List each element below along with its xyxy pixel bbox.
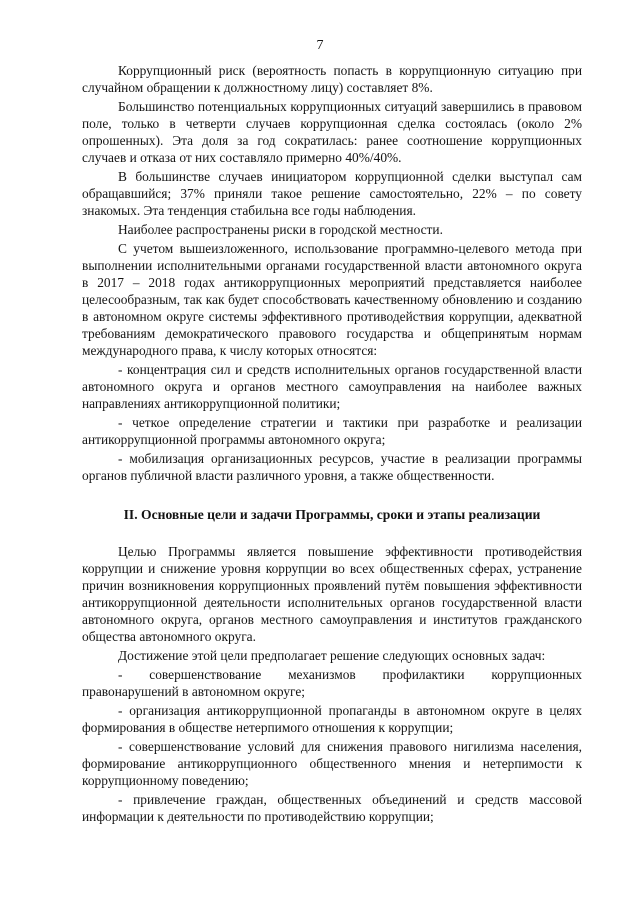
list-item-propaganda: - организация антикоррупционной пропаганды в автономном округе в целях формирования в обществе нетерпимого отношения к коррупции; <box>82 703 582 735</box>
paragraph-initiator: В большинстве случаев инициатором коррупционной сделки выступал сам обращавшийся; 37% приняли такое решение самостоятельно, 22% – по совету знакомых. Эта тенденция стабильна все годы наблюдения. <box>82 169 582 218</box>
paragraph-urban-risks: Наиболее распространены риски в городской местности. <box>118 222 443 237</box>
paragraph-corruption-risk: Коррупционный риск (вероятность попасть в коррупционную ситуацию при случайном обращении к должностному лицу) составляет 8%. <box>82 63 582 95</box>
section-heading: II. Основные цели и задачи Программы, сроки и этапы реализации <box>123 507 541 522</box>
document-body <box>82 62 582 827</box>
list-item-mobilization: - мобилизация организационных ресурсов, участие в реализации программы органов публичной власти различного уровня, а также общественности. <box>82 451 582 483</box>
list-item-prevention: - совершенствование механизмов профилактики коррупционных правонарушений в автономном округе; <box>82 667 582 699</box>
paragraph-potential-situations: Большинство потенциальных коррупционных ситуаций завершились в правовом поле, только в четверти случаев коррупционная сделка состоялась (около 2% опрошенных). Эта доля за год сократилась: ранее соотношение коррупционных случаев и отказа от них составляло примерно 40%/40%. <box>82 99 582 165</box>
page-number: 7 <box>316 38 324 53</box>
paragraph-program-method: С учетом вышеизложенного, использование программно-целевого метода при выполнении исполнительными органами государственной власти автономного округа в 2017 – 2018 годах антикоррупционных мероприятий представляется наиболее целесообразным, так как будет способствовать качественному обновлению и созданию в автономном округе системы эффективного противодействия коррупции, адекватной требованиям демократического правового государства и общепринятым нормам международного права, к числу которых относятся: <box>82 241 582 358</box>
paragraph-program-goal: Целью Программы является повышение эффективности противодействия коррупции и снижение уровня коррупции во всех общественных сферах, устранение причин возникновения коррупционных проявлений путём повышения эффективности антикоррупционной деятельности исполнительных органов государственной власти автономного округа, органов местного самоуправления и институтов гражданского общества автономного округа. <box>82 544 582 644</box>
list-item-nihilism: - совершенствование условий для снижения правового нигилизма населения, формирование антикоррупционного общественного мнения и нетерпимости к коррупционному поведению; <box>82 739 582 788</box>
list-item-strategy: - четкое определение стратегии и тактики при разработке и реализации антикоррупционной программы автономного округа; <box>82 415 582 447</box>
list-item-involvement: - привлечение граждан, общественных объединений и средств массовой информации к деятельности по противодействию коррупции; <box>82 792 582 824</box>
list-item-concentration: - концентрация сил и средств исполнительных органов государственной власти автономного округа и органов местного самоуправления на наиболее важных направлениях антикоррупционной политики; <box>82 362 582 411</box>
paragraph-tasks-intro: Достижение этой цели предполагает решение следующих основных задач: <box>118 648 546 663</box>
